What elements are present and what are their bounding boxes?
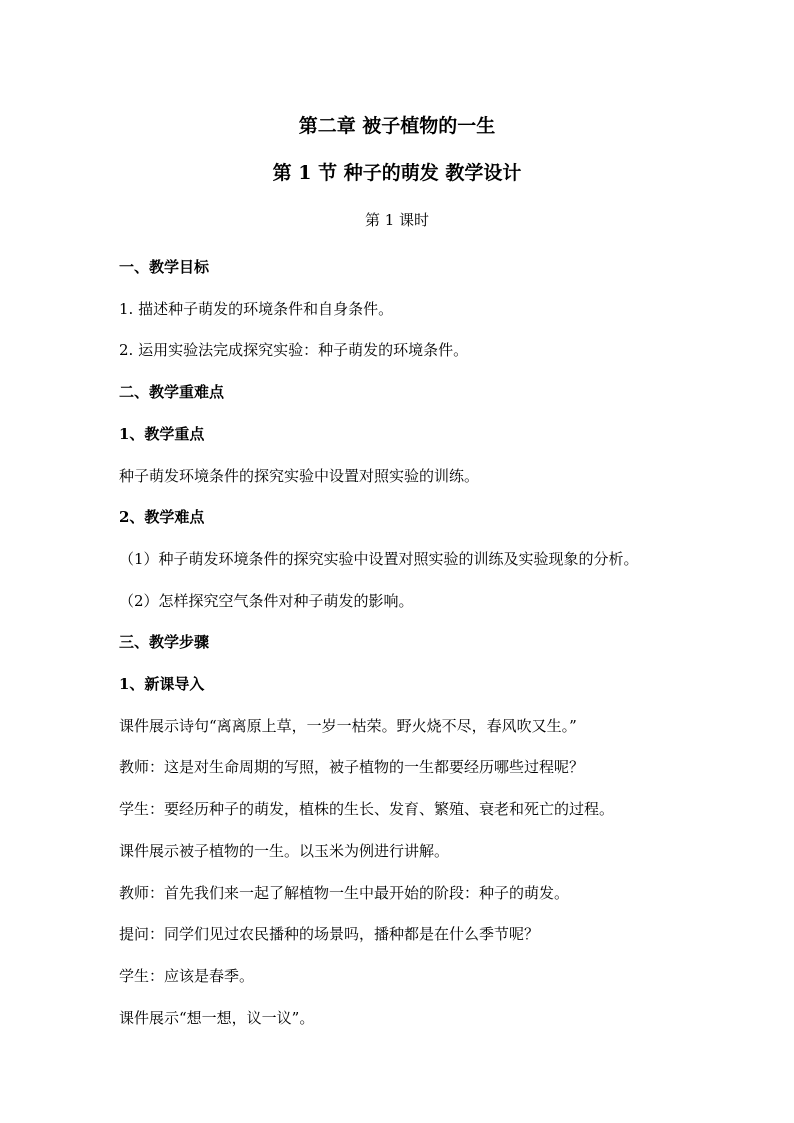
section-heading: 1、新课导入 xyxy=(119,675,205,693)
paragraph-line: 课件展示“想一想，议一议”。 xyxy=(119,1009,315,1027)
paragraph-line: 课件展示被子植物的一生。以玉米为例进行讲解。 xyxy=(119,842,450,860)
paragraph-line: 教师：这是对生命周期的写照，被子植物的一生都要经历哪些过程呢？ xyxy=(119,758,585,776)
paragraph-line: 种子萌发环境条件的探究实验中设置对照实验的训练。 xyxy=(119,467,480,485)
paragraph-line: 提问：同学们见过农民播种的场景吗，播种都是在什么季节呢？ xyxy=(119,925,540,943)
paragraph-line: （2）怎样探究空气条件对种子萌发的影响。 xyxy=(119,592,414,610)
section-heading: 三、教学步骤 xyxy=(119,633,210,651)
paragraph-line: 2. 运用实验法完成探究实验：种子萌发的环境条件。 xyxy=(119,341,469,359)
lesson-label: 第 1 课时 xyxy=(364,211,430,229)
paragraph-line: 学生：应该是春季。 xyxy=(119,967,255,985)
paragraph-line: 教师：首先我们来一起了解植物一生中最开始的阶段：种子的萌发。 xyxy=(119,884,570,902)
paragraph-line: 1. 描述种子萌发的环境条件和自身条件。 xyxy=(119,300,394,318)
section-heading: 一、教学目标 xyxy=(119,258,210,276)
section-heading: 二、教学重难点 xyxy=(119,383,225,401)
section-heading: 1、教学重点 xyxy=(119,425,205,443)
chapter-title: 第二章 被子植物的一生 xyxy=(298,115,496,137)
paragraph-line: 课件展示诗句“离离原上草，一岁一枯荣。野火烧不尽，春风吹又生。” xyxy=(119,717,577,735)
section-heading: 2、教学难点 xyxy=(119,508,205,526)
section-title: 第 1 节 种子的萌发 教学设计 xyxy=(272,162,522,184)
paragraph-line: 学生：要经历种子的萌发，植株的生长、发育、繁殖、衰老和死亡的过程。 xyxy=(119,800,615,818)
paragraph-line: （1）种子萌发环境条件的探究实验中设置对照实验的训练及实验现象的分析。 xyxy=(119,550,639,568)
